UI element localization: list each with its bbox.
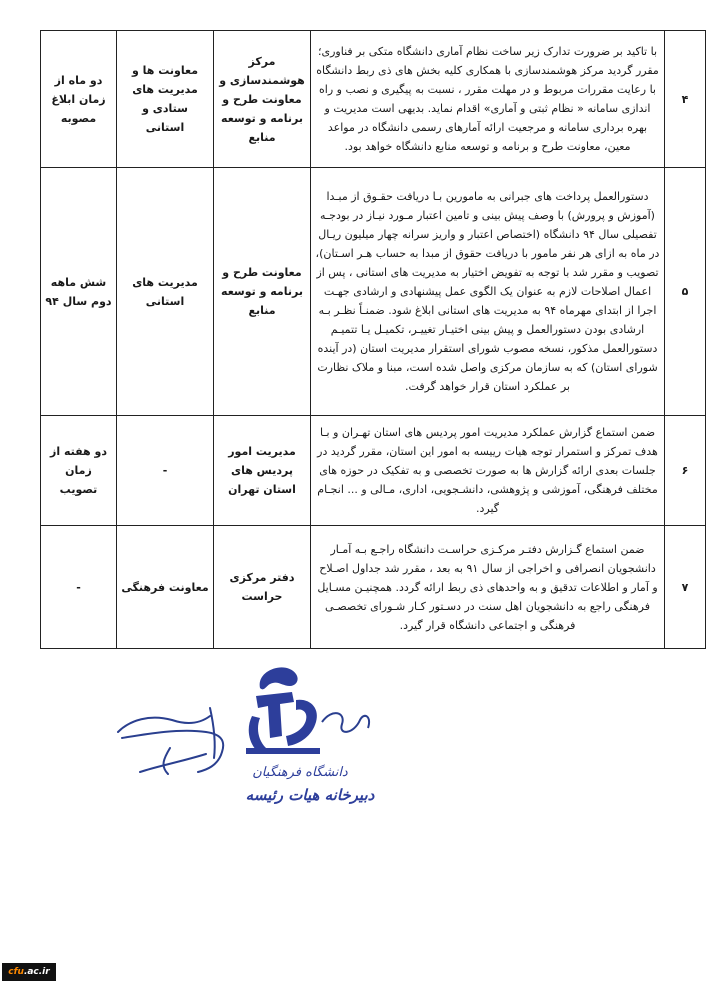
cooperating-unit: معاونت ها و مدیریت های ستادی و استانی: [117, 31, 214, 168]
responsible-unit: دفتر مرکزی حراست: [214, 526, 311, 649]
table-row: [41, 31, 706, 168]
resolution-text: دستورالعمل پرداخت های جبرانی به مامورین بـا دریافت حقـوق از مبـدا (آموزش و پرورش) با وصف پیش بینی و تامین اعتبار مـورد نیـاز در بودجـه تفصیلی سال ۹۴ دانشگاه (اختصاص اعتبار و واریز سرانه چهار میلیون ریـال در ماه به ازای هر نفر مامور با دریافت حقوق از مبدا به حساب هـر اسـتان)، تصویب و مقرر شد با توجه به تفویض اختیار به مدیریت های استانی ، پس از اعمال اصلاحات لازم به عنوان یک الگوی عمل پیشنهادی و ارشادی جهـت اجرا از ابتدای مهرماه ۹۴ به مدیریت های استانی ابلاغ شود. ضمنـاً نظـر بـه ارشادی بودن دستورالعمل و پیش بینی اختیـار تغییـر، تکمیـل یـا تتمیـم دستورالعمل مذکور، نسخه مصوب شورای استقرار مدیریت استان (در آینده شورای استان) که به سازمان مرکزی واصل شده است، مبنا و ملاک نظارت بر عملکرد استان قرار خواهد گرفت.: [311, 168, 665, 416]
resolution-text: ضمن استماع گـزارش دفتـر مرکـزی حراسـت دانشگاه راجـع بـه آمـار دانشجویان انصرافی و اخراجی از سال ۹۱ به بعد ، مقرر شد جداول اصـلاح و آمار و اطلاعات تدقیق و به واحدهای ذی ربط ارائه گردد. همچنیـن مسـایل فرهنگی راجع به دانشجویان اهل سنت در دسـتور کـار شـورای تخصصـی فرهنگی و اجتماعی دانشگاه قرار گیرد.: [311, 526, 665, 649]
official-seal: [110, 662, 470, 812]
cfu-logo: [2, 963, 56, 981]
logo-domain: .ac.ir: [23, 967, 50, 977]
deadline: -: [41, 526, 117, 649]
row-number: ۴: [665, 31, 706, 168]
svg-text:دبیرخانه هیات رئیسه: دبیرخانه هیات رئیسه: [245, 786, 375, 804]
deadline: دو هفته از زمان تصویب: [41, 416, 117, 526]
deadline: شش ماهه دوم سال ۹۴: [41, 168, 117, 416]
handwritten-name-icon: [322, 713, 369, 732]
resolution-text: ضمن استماع گزارش عملکرد مدیریت امور پردیس های استان تهـران و بـا هدف تمرکز و استمرار توجه هیات رییسه به امور این استان، مقرر گردید در جلسات بعدی ارائه گزارش ها به صورت تخصصی و به تفکیک در حوزه های مختلف فرهنگی، آموزشی و پژوهشی، دانشـجویی، اداری، مـالی و ... انجـام گیرد.: [311, 416, 665, 526]
svg-text:دانشگاه فرهنگیان: دانشگاه فرهنگیان: [252, 765, 348, 780]
deadline: دو ماه از زمان ابلاغ مصوبه: [41, 31, 117, 168]
logo-main: cfu: [8, 967, 24, 977]
cooperating-unit: مدیریت های استانی: [117, 168, 214, 416]
responsible-unit: مدیریت امور پردیس های استان تهران: [214, 416, 311, 526]
table-row: [41, 526, 706, 649]
cooperating-unit: معاونت فرهنگی: [117, 526, 214, 649]
row-number: ۷: [665, 526, 706, 649]
responsible-unit: معاونت طرح و برنامه و توسعه منابع: [214, 168, 311, 416]
responsible-unit: مرکز هوشمندسازی و معاونت طرح و برنامه و توسعه منابع: [214, 31, 311, 168]
row-number: ۶: [665, 416, 706, 526]
university-emblem-icon: [246, 667, 320, 754]
cooperating-unit: -: [117, 416, 214, 526]
signature-icon: [118, 708, 223, 774]
resolutions-table: [40, 30, 706, 649]
table-row: [41, 416, 706, 526]
row-number: ۵: [665, 168, 706, 416]
resolution-text: با تاکید بر ضرورت تدارک زیر ساخت نظام آماری دانشگاه متکی بر فناوری؛ مقرر گردید مرکز هوشمندسازی با همکاری کلیه بخش های ذی ربط دانشگاه با رعایت مقررات مربوط و در مهلت مقرر ، نسبت به پیگیری و نصب و راه اندازی سامانه « نظام ثبتی و آماری» اقدام نماید. بدیهی است مدیریت و بهره برداری سامانه و مرجعیت ارائه آمارهای رسمی دانشگاه در مواعد معین، معاونت طرح و برنامه و توسعه منابع دانشگاه خواهد بود.: [311, 31, 665, 168]
table-row: [41, 168, 706, 416]
